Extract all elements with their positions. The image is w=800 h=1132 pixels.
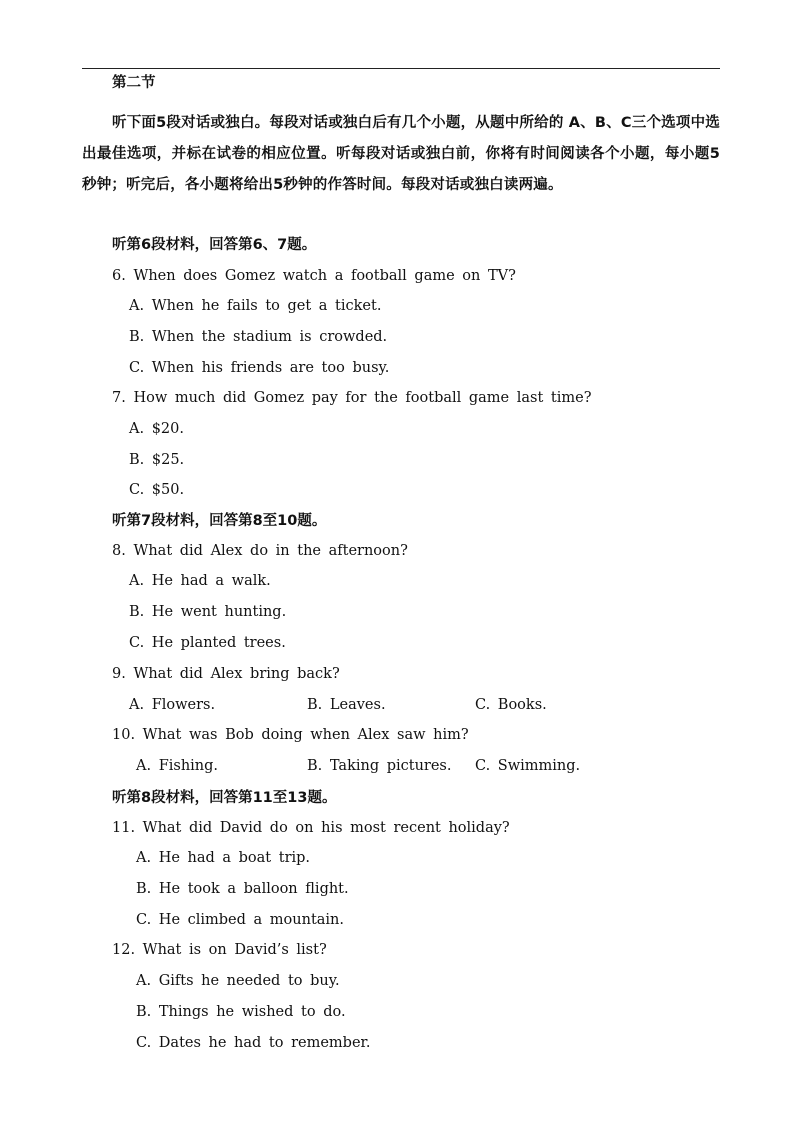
- question-12-option-a: A. Gifts he needed to buy.: [136, 973, 340, 989]
- question-9-stem: 9. What did Alex bring back?: [112, 666, 340, 682]
- question-8-stem: 8. What did Alex do in the afternoon?: [112, 543, 408, 559]
- question-10-option-b: B. Taking pictures.: [307, 758, 452, 774]
- question-9-option-c: C. Books.: [475, 697, 547, 713]
- question-12-stem: 12. What is on David’s list?: [112, 942, 327, 958]
- question-12-option-c: C. Dates he had to remember.: [136, 1035, 371, 1051]
- question-6-option-a: A. When he fails to get a ticket.: [129, 298, 382, 314]
- question-6-stem: 6. When does Gomez watch a football game on TV?: [112, 268, 516, 284]
- group-heading-6: 听第6段材料，回答第6、7题。: [112, 237, 317, 253]
- top-rule: [82, 68, 720, 69]
- section-title: 第二节: [112, 75, 156, 91]
- question-8-option-b: B. He went hunting.: [129, 604, 287, 620]
- instructions-paragraph: 听下面5段对话或独白。每段对话或独白后有几个小题，从题中所给的 A、B、C三个选项中选出最佳选项，并标在试卷的相应位置。听每段对话或独白前，你将有时间阅读各个小题，每小题5秒钟；听完后，各小题将给出5秒钟的作答时间。每段对话或独白读两遍。: [82, 115, 720, 193]
- question-7-stem: 7. How much did Gomez pay for the football game last time?: [112, 390, 592, 406]
- question-8-option-c: C. He planted trees.: [129, 635, 286, 651]
- question-10-option-c: C. Swimming.: [475, 758, 581, 774]
- question-10-stem: 10. What was Bob doing when Alex saw him?: [112, 727, 469, 743]
- question-12-option-b: B. Things he wished to do.: [136, 1004, 346, 1020]
- question-11-option-a: A. He had a boat trip.: [136, 850, 311, 866]
- group-heading-8: 听第8段材料，回答第11至13题。: [112, 790, 337, 806]
- question-11-option-b: B. He took a balloon flight.: [136, 881, 349, 897]
- question-7-option-b: B. $25.: [129, 452, 185, 468]
- question-7-option-c: C. $50.: [129, 482, 185, 498]
- question-8-option-a: A. He had a walk.: [129, 573, 271, 589]
- question-9-option-a: A. Flowers.: [129, 697, 216, 713]
- question-10-option-a: A. Fishing.: [136, 758, 219, 774]
- question-6-option-b: B. When the stadium is crowded.: [129, 329, 388, 345]
- question-11-option-c: C. He climbed a mountain.: [136, 912, 344, 928]
- question-6-option-c: C. When his friends are too busy.: [129, 360, 390, 376]
- question-9-option-b: B. Leaves.: [307, 697, 386, 713]
- group-heading-7: 听第7段材料，回答第8至10题。: [112, 513, 327, 529]
- question-7-option-a: A. $20.: [129, 421, 184, 437]
- question-11-stem: 11. What did David do on his most recent holiday?: [112, 820, 510, 836]
